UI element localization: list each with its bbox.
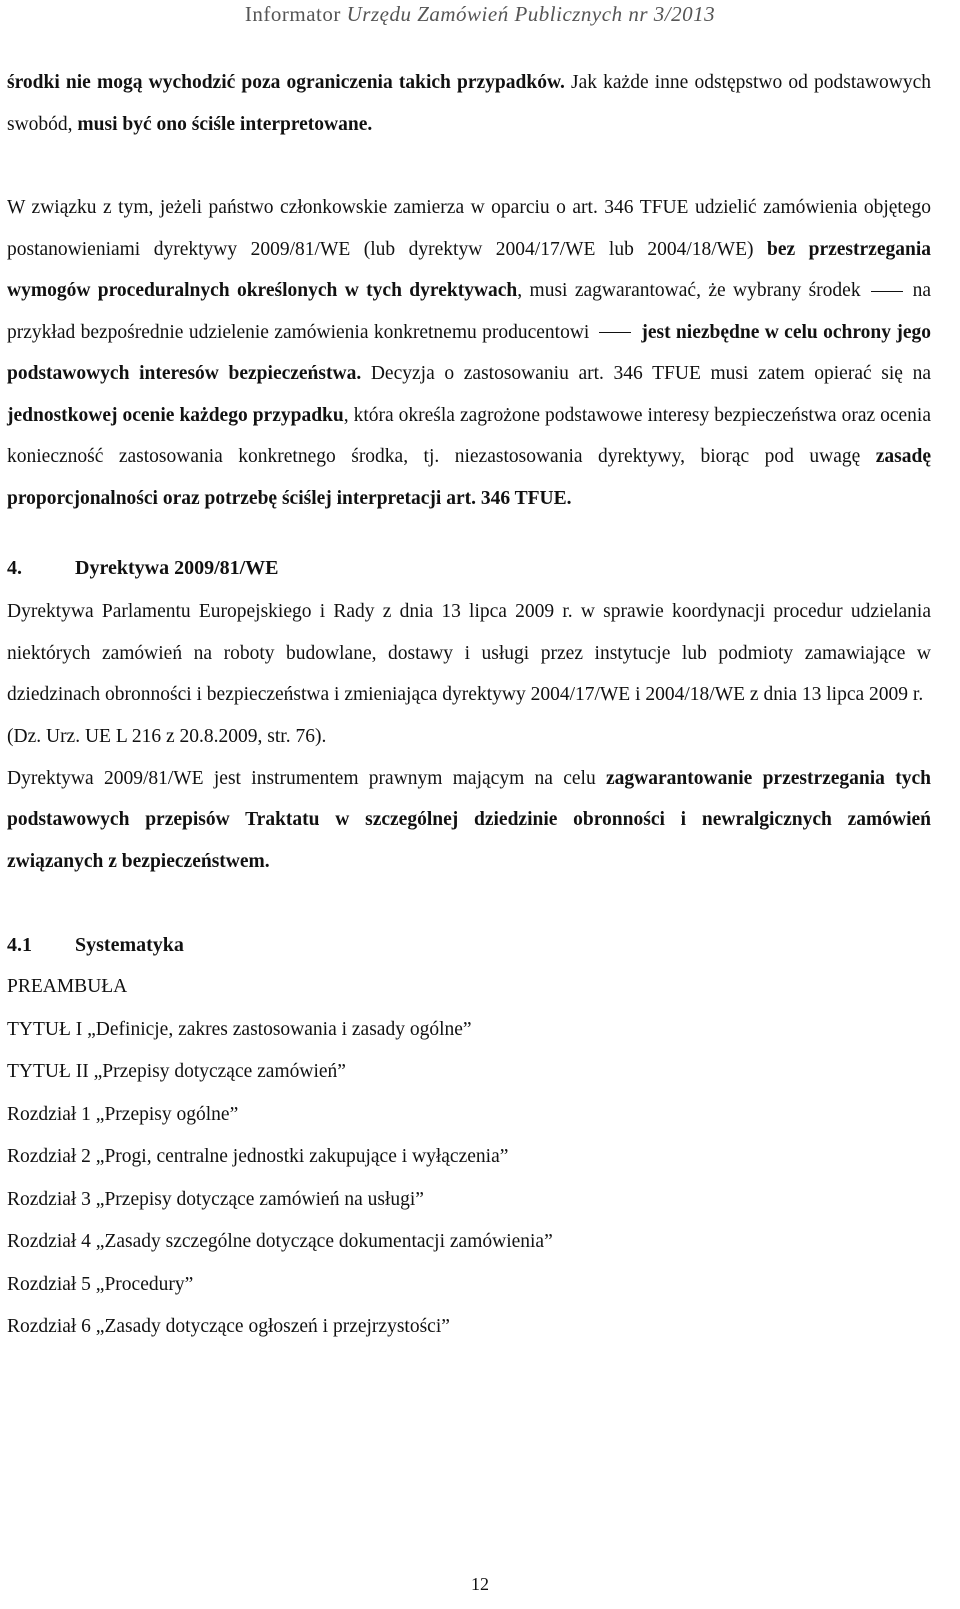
list-item: Rozdział 1 „Przepisy ogólne”: [7, 1103, 239, 1125]
para2-text-2: , musi zagwarantować, że wybrany środek: [517, 280, 861, 301]
paragraph-restrictions: [7, 62, 931, 145]
para2-text-1: W związku z tym, jeżeli państwo członkowskie zamierza w oparciu o art. 346 TFUE udzielić zamówienia objętego postanowieniami dyrektywy 2009/81/WE (lub dyrektyw 2004/17/WE lub 2004/18/WE): [7, 197, 931, 260]
section-4-number: 4.: [7, 557, 22, 579]
paragraph-directive-purpose: [7, 758, 931, 883]
header-prefix: Informator: [244, 2, 347, 26]
para1-bold-2: musi być ono ściśle interpretowane.: [77, 113, 373, 135]
page-body: [7, 62, 931, 1349]
para2-bold-2: jest niezbędne w celu ochrony jego podstawowych interesów bezpieczeństwa.: [7, 321, 931, 384]
para2-bold-3: jednostkowej ocenie każdego przypadku: [7, 404, 344, 426]
para2-bold-4: zasadę proporcjonalności oraz potrzebę ściślej interpretacji art. 346 TFUE.: [7, 446, 931, 509]
para2-text-4: Decyzja o zastosowaniu art. 346 TFUE musi zatem opierać się na: [361, 363, 932, 384]
directive-title-text: Dyrektywa Parlamentu Europejskiego i Rady z dnia 13 lipca 2009 r. w sprawie koordynacji procedur udzielania niektórych zamówień na roboty budowlane, dostawy i usługi przez instytucje lub podmioty zamawiające w dziedzinach obronności i bezpieczeństwa i zmieniająca dyrektywy 2004/17/WE i 2004/18/WE z dnia 13 lipca 2009 r.: [7, 601, 931, 705]
para1-bold-1: środki nie mogą wychodzić poza ograniczenia takich przypadków.: [7, 72, 565, 93]
directive-full-title: [7, 591, 931, 716]
directive-citation-text: (Dz. Urz. UE L 216 z 20.8.2009, str. 76).: [7, 725, 327, 747]
spacer: [7, 519, 931, 547]
para2-bold-1: bez przestrzegania wymogów proceduralnych określonych w tych dyrektywach: [7, 238, 931, 301]
list-item: Rozdział 4 „Zasady szczególne dotyczące dokumentacji zamówienia”: [7, 1231, 553, 1252]
dash: [589, 332, 641, 334]
list-item: PREAMBUŁA: [7, 976, 128, 997]
para1-text: Jak każde inne odstępstwo od podstawowych swobód,: [7, 72, 932, 135]
purpose-text: Dyrektywa 2009/81/WE jest instrumentem prawnym mającym na celu: [7, 767, 607, 789]
section-4-1-heading: [7, 924, 931, 966]
para2-text-5: , która określa zagrożone podstawowe interesy bezpieczeństwa oraz ocenia konieczność zastosowania konkretnego środka, tj. niezastosowania dyrektywy, biorąc pod uwagę: [7, 404, 931, 467]
directive-citation: [7, 716, 931, 758]
purpose-bold: zagwarantowanie przestrzegania tych podstawowych przepisów Traktatu w szczególnej dziedzinie obronności i newralgicznych zamówień związanych z bezpieczeństwem.: [7, 767, 931, 872]
section-4-heading: [7, 547, 931, 589]
dash: [861, 291, 913, 293]
list-item: Rozdział 3 „Przepisy dotyczące zamówień na usługi”: [7, 1188, 424, 1210]
spacer: [7, 145, 931, 187]
header-title: Urzędu Zamówień Publicznych nr 3/2013: [346, 2, 716, 26]
para2-text-3: na przykład bezpośrednie udzielenie zamówienia konkretnemu producentowi: [7, 280, 931, 343]
list-item: TYTUŁ II „Przepisy dotyczące zamówień”: [7, 1061, 346, 1082]
spacer: [7, 882, 931, 924]
section-4-title: Dyrektywa 2009/81/WE: [75, 557, 279, 579]
list-item: Rozdział 2 „Progi, centralne jednostki zakupujące i wyłączenia”: [7, 1146, 509, 1167]
section-4-1-number: 4.1: [7, 934, 32, 956]
paragraph-art-346: [7, 187, 931, 519]
list-item: TYTUŁ I „Definicje, zakres zastosowania i zasady ogólne”: [7, 1018, 472, 1040]
list-item: Rozdział 5 „Procedury”: [7, 1273, 194, 1295]
section-4-1-title: Systematyka: [75, 934, 184, 956]
list-item: Rozdział 6 „Zasady dotyczące ogłoszeń i przejrzystości”: [7, 1316, 450, 1337]
systematics-list: [7, 966, 931, 1349]
page-number: 12: [471, 1574, 489, 1594]
running-header: [0, 2, 960, 27]
